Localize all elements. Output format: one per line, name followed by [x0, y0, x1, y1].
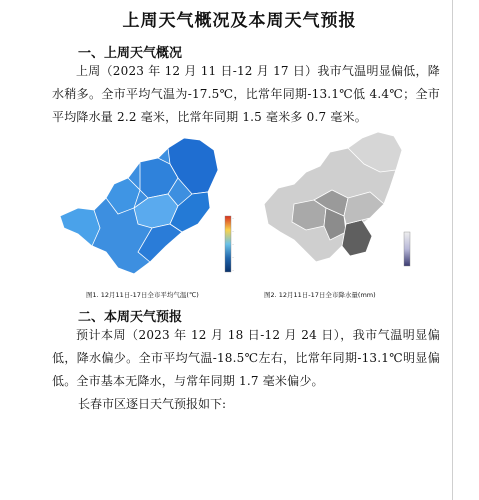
- svg-text:-: -: [232, 242, 234, 246]
- section1-paragraph: 上周（2023 年 12 月 11 日-12 月 17 日）我市气温明显偏低，降水稍多。全市平均气温为-17.5℃，比常年同期-13.1℃低 4.4℃；全市平均降水量 2.2 毫米，比常年同期 1.5 毫米多 0.7 毫米。: [52, 64, 440, 124]
- page-edge-divider: [452, 0, 453, 500]
- svg-text:-: -: [232, 216, 234, 220]
- svg-text:-: -: [232, 255, 234, 259]
- svg-text:-: -: [232, 229, 234, 233]
- page-title: 上周天气概况及本周天气预报: [122, 11, 357, 31]
- svg-text:-: -: [232, 268, 234, 272]
- precipitation-map-figure: [244, 128, 434, 288]
- forecast-intro: 长春市区逐日天气预报如下:: [78, 397, 227, 411]
- section1-heading: 一、上周天气概况: [78, 46, 183, 61]
- section2-paragraph: 预计本周（2023 年 12 月 18 日-12 月 24 日），我市气温明显偏低，降水偏少。全市平均气温-18.5℃左右，比常年同期-13.1℃明显偏低。全市基本无降水，与常年同期 1.7 毫米偏少。: [52, 328, 440, 388]
- temperature-map-figure: [48, 128, 238, 288]
- figure2-caption: 图2. 12月11日-17日全市降水量(mm): [264, 291, 376, 299]
- precipitation-map: [244, 128, 434, 288]
- section2-heading: 二、本周天气预报: [78, 310, 183, 325]
- figure1-caption: 图1. 12月11日-17日全市平均气温(℃): [86, 291, 199, 299]
- temperature-map: [48, 128, 238, 288]
